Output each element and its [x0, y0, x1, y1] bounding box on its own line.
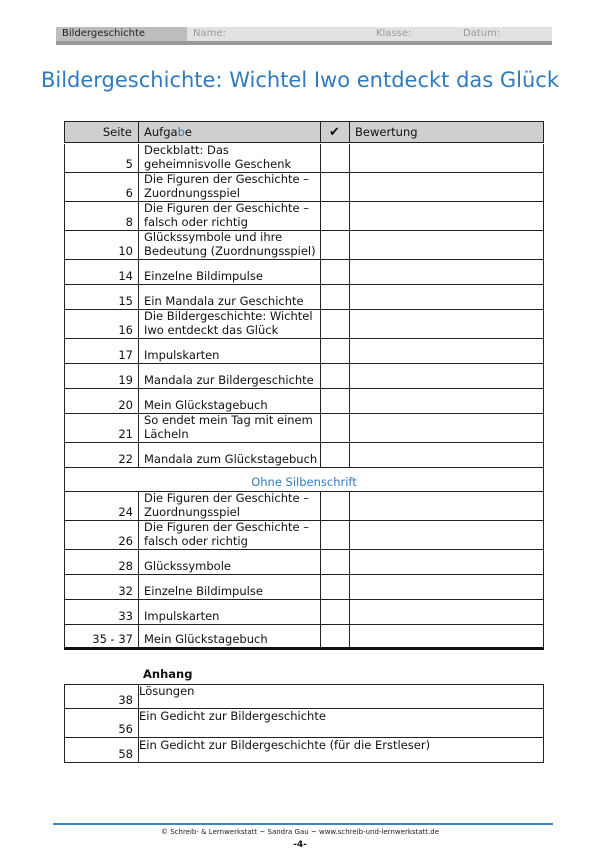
check-box[interactable]	[320, 364, 349, 388]
rating-field[interactable]	[349, 285, 544, 309]
task-text: Einzelne Bildimpulse	[144, 584, 263, 598]
table-row	[64, 144, 544, 173]
page-cell	[64, 521, 138, 549]
page-number-cell: 14	[118, 269, 133, 283]
page-number: -4-	[293, 840, 307, 850]
table-row	[64, 231, 544, 260]
table-row	[64, 550, 544, 575]
rating-field[interactable]	[349, 260, 544, 284]
page-cell	[64, 364, 138, 388]
page-number-cell: 15	[118, 294, 133, 308]
header-cell-page	[64, 122, 138, 142]
check-box[interactable]	[320, 173, 349, 201]
rating-field[interactable]	[349, 443, 544, 467]
page-number-cell: 5	[125, 157, 133, 171]
table-row	[64, 684, 544, 709]
page-cell	[64, 625, 138, 647]
table-row	[64, 738, 544, 763]
task-cell	[138, 260, 320, 284]
task-text: Einzelne Bildimpulse	[144, 269, 263, 283]
check-box[interactable]	[320, 492, 349, 520]
task-cell	[138, 231, 320, 259]
table-row	[64, 260, 544, 285]
task-cell	[138, 389, 320, 413]
task-cell	[138, 684, 544, 708]
header-task-label-b: b	[177, 125, 185, 139]
check-box[interactable]	[320, 231, 349, 259]
header-task-label-pre: Aufga	[144, 125, 178, 139]
task-text: Mandala zur Bildergeschichte	[144, 373, 314, 387]
task-cell	[138, 575, 320, 599]
task-cell	[138, 738, 544, 762]
task-text: Mein Glückstagebuch	[144, 398, 268, 412]
page-cell	[64, 550, 138, 574]
header-page-label: Seite	[102, 125, 132, 139]
check-box[interactable]	[320, 521, 349, 549]
task-text: Impulskarten	[144, 609, 220, 623]
check-box[interactable]	[320, 600, 349, 624]
header-rating-label: Bewertung	[355, 125, 418, 139]
rating-field[interactable]	[349, 625, 544, 647]
page-cell	[64, 310, 138, 338]
page-number-cell: 56	[118, 722, 133, 736]
check-box[interactable]	[320, 625, 349, 647]
page-number-cell: 20	[118, 398, 133, 412]
task-text: Mein Glückstagebuch	[144, 632, 268, 646]
table-row	[64, 202, 544, 231]
rating-field[interactable]	[349, 575, 544, 599]
table-row	[64, 285, 544, 310]
page-cell	[64, 285, 138, 309]
table-row	[64, 600, 544, 625]
table-row	[64, 575, 544, 600]
task-text: Lösungen	[139, 684, 195, 698]
page-cell	[64, 389, 138, 413]
klasse-field-label: Klasse:	[376, 28, 412, 39]
table-row	[64, 364, 544, 389]
page-number-cell: 24	[118, 505, 133, 519]
page-cell	[64, 709, 138, 737]
rating-field[interactable]	[349, 389, 544, 413]
check-box[interactable]	[320, 443, 349, 467]
table-row	[64, 709, 544, 738]
worksheet-header	[56, 27, 552, 41]
task-text: Ein Gedicht zur Bildergeschichte (für die Erstleser)	[139, 738, 431, 752]
name-field-label: Name:	[193, 28, 226, 39]
task-text: Deckblatt: Das geheimnisvolle Geschenk	[144, 143, 292, 171]
section-row	[64, 468, 544, 492]
task-cell	[138, 625, 320, 647]
check-box[interactable]	[320, 285, 349, 309]
anhang-label: Anhang	[143, 667, 193, 681]
task-cell	[138, 144, 320, 172]
task-cell	[138, 521, 320, 549]
page-number-cell: 28	[118, 559, 133, 573]
check-box[interactable]	[320, 202, 349, 230]
check-box[interactable]	[320, 339, 349, 363]
task-cell	[138, 202, 320, 230]
task-text: Die Figuren der Geschichte – falsch oder richtig	[144, 520, 309, 548]
page-cell	[64, 738, 138, 762]
section-label: Ohne Silbenschrift	[251, 475, 357, 489]
check-box[interactable]	[320, 550, 349, 574]
page-number-cell: 16	[118, 323, 133, 337]
page-cell	[64, 414, 138, 442]
page-cell	[64, 144, 138, 172]
task-cell	[138, 173, 320, 201]
table-header-row	[64, 121, 544, 143]
page-number-cell: 32	[118, 584, 133, 598]
checkmark-icon: ✔	[329, 125, 340, 140]
check-box[interactable]	[320, 414, 349, 442]
rating-field[interactable]	[349, 339, 544, 363]
table-row	[64, 389, 544, 414]
header-task-label	[144, 125, 318, 139]
task-cell	[138, 492, 320, 520]
task-text: Ein Mandala zur Geschichte	[144, 294, 304, 308]
task-text: So endet mein Tag mit einem Lächeln	[144, 413, 313, 441]
page-cell	[64, 231, 138, 259]
rating-field[interactable]	[349, 231, 544, 259]
task-cell	[138, 443, 320, 467]
page-cell	[64, 575, 138, 599]
datum-field-label: Datum:	[463, 28, 501, 39]
page-cell	[64, 339, 138, 363]
page-number-cell: 58	[118, 747, 133, 761]
table-row	[64, 625, 544, 650]
check-box[interactable]	[320, 389, 349, 413]
rating-field[interactable]	[349, 173, 544, 201]
rating-field[interactable]	[349, 550, 544, 574]
task-text: Die Bildergeschichte: Wichtel Iwo entdeckt das Glück	[144, 309, 313, 337]
page-number-cell: 38	[118, 693, 133, 707]
document-title: Bildergeschichte: Wichtel Iwo entdeckt das Glück	[40, 68, 560, 92]
rating-field[interactable]	[349, 310, 544, 338]
page-number-cell: 21	[118, 427, 133, 441]
rating-field[interactable]	[349, 202, 544, 230]
table-row	[64, 443, 544, 468]
page-cell	[64, 492, 138, 520]
header-cell-rating	[349, 122, 544, 142]
table-row	[64, 521, 544, 550]
check-box[interactable]	[320, 260, 349, 284]
header-title: Bildergeschichte	[62, 28, 146, 39]
header-task-label-post: e	[184, 125, 192, 139]
task-text: Die Figuren der Geschichte – falsch oder richtig	[144, 201, 309, 229]
table-row	[64, 310, 544, 339]
table-row	[64, 492, 544, 521]
task-cell	[138, 550, 320, 574]
check-box[interactable]	[320, 575, 349, 599]
page-number-cell: 22	[118, 452, 133, 466]
footer-text: © Schreib- & Lernwerkstatt ~ Sandra Gau ~ www.schreib-und-lernwerkstatt.de	[160, 828, 440, 836]
task-cell	[138, 709, 544, 737]
table-row	[64, 173, 544, 202]
task-text: Glückssymbole und ihre Bedeutung (Zuordnungsspiel)	[144, 230, 316, 258]
page-number-cell: 33	[118, 609, 133, 623]
check-box[interactable]	[320, 144, 349, 172]
task-cell	[138, 339, 320, 363]
page-number-cell: 6	[125, 186, 133, 200]
rating-field[interactable]	[349, 492, 544, 520]
task-text: Mandala zum Glückstagebuch	[144, 452, 318, 466]
rating-field[interactable]	[349, 600, 544, 624]
task-text: Impulskarten	[144, 348, 220, 362]
task-text: Die Figuren der Geschichte – Zuordnungsspiel	[144, 491, 309, 519]
header-cell-task	[138, 122, 320, 142]
page-number-cell: 35 - 37	[92, 632, 133, 646]
task-text: Ein Gedicht zur Bildergeschichte	[139, 709, 326, 723]
page-cell	[64, 173, 138, 201]
rating-field[interactable]	[349, 144, 544, 172]
rating-field[interactable]	[349, 414, 544, 442]
page-cell	[64, 684, 138, 708]
header-cell-check	[320, 122, 349, 142]
task-cell	[138, 285, 320, 309]
header-underline	[56, 41, 552, 45]
rating-field[interactable]	[349, 364, 544, 388]
page-number-cell: 26	[118, 534, 133, 548]
table-row	[64, 414, 544, 443]
task-cell	[138, 414, 320, 442]
page-number-cell: 8	[125, 215, 133, 229]
task-cell	[138, 310, 320, 338]
page-cell	[64, 443, 138, 467]
page-number-cell: 17	[118, 348, 133, 362]
task-text: Glückssymbole	[144, 559, 231, 573]
task-cell	[138, 364, 320, 388]
page-cell	[64, 260, 138, 284]
task-text: Die Figuren der Geschichte – Zuordnungsspiel	[144, 172, 309, 200]
page-cell	[64, 202, 138, 230]
page-cell	[64, 600, 138, 624]
task-cell	[138, 600, 320, 624]
check-box[interactable]	[320, 310, 349, 338]
page-number-cell: 19	[118, 373, 133, 387]
rating-field[interactable]	[349, 521, 544, 549]
footer-divider	[53, 823, 553, 825]
page-number-cell: 10	[118, 244, 133, 258]
table-row	[64, 339, 544, 364]
